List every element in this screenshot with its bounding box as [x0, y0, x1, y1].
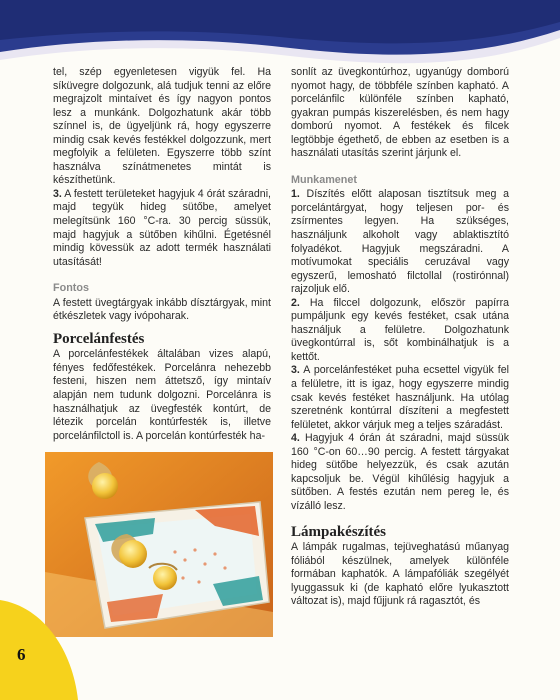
lampakeszites-text: A lámpák rugalmas, tejüveghatású műanyag fóliából készülnek, amelyek különféle formában kaphatók. A lámpafóliák szegélyét lyuggassuk ki (de kapható előre lyukasztott változat is), majd fűjjunk rá ragasztót, és	[291, 541, 509, 608]
left-paragraph-1: tel, szép egyenletesen vigyük fel. Ha síküvegre dolgozunk, alá tudjuk tenni az előre megrajzolt mintaívet és így nagyon pontos lesz a munkánk. Dolgozhatunk akár több színnel is, de ügyeljünk rá, hogy egyszerre mindig csak kevés festékkel dolgozzunk, mert megfolyik a felületen. Egyszerre több színt használva színátmenetes mintát is készíthetünk.	[53, 66, 271, 187]
step-text: Díszítés előtt alaposan tisztítsuk meg a porcelántárgyat, hogy teljesen por- és zsírmentes legyen. Ha szükséges, használjunk alkoholt vagy ablaktisztító folyadékot. Hagyjuk megszáradni. A motívumokat speciális ceruzával vagy egyszerű, lemosható filctollal (rostirónnal) rajzoljuk elő.	[291, 188, 509, 296]
step-item	[291, 364, 509, 432]
porcelanfestes-heading: Porcelánfestés	[53, 330, 145, 347]
fontos-text: A festett üvegtárgyak inkább dísztárgyak, mint étkészletek vagy ivópoharak.	[53, 296, 271, 323]
step-text: A porcelánfestéket puha ecsettel vigyük fel a felületre, itt is igaz, hogy egyszerre mindig csak kevés festéket használjunk. Ha utólag szeretnénk kontúrral díszíteni a megfestett felületet, akkor várjuk meg a teljes száradást.	[291, 364, 509, 431]
step-item	[291, 297, 509, 365]
step-item	[291, 188, 509, 296]
step-number: 1.	[291, 188, 300, 201]
left-step-3	[53, 188, 271, 269]
page-corner-decoration	[0, 600, 80, 700]
step-number: 3.	[291, 364, 300, 377]
step-item	[291, 432, 509, 513]
step-text: Ha filccel dolgozunk, először papírra pumpáljunk egy kevés festéket, csak utána használjuk a felületre. Dolgozhatunk üvegkontúrral is, sőt kombinálhatjuk is a kettőt.	[291, 296, 509, 363]
porcelanfestes-text: A porcelánfestékek általában vizes alapú, fényes fedőfestékek. Porcelánra nehezebb festeni, hiszen nem áttetsző, így mintaív alapján nem tudunk dolgozni. Porcelánra is használhatjuk az üvegfesték kontúrt, de létezik porcelán kontúrfesték is, illetve porcelánfilctoll is. A porcelán kontúrfesték ha-	[53, 348, 271, 442]
fontos-heading: Fontos	[53, 282, 89, 295]
page-number: 6	[17, 645, 26, 664]
lampakeszites-heading: Lámpakészítés	[291, 523, 386, 540]
munkamenet-heading: Munkamenet	[291, 173, 357, 186]
step-number: 2.	[291, 296, 300, 309]
step-number: 4.	[291, 432, 300, 445]
step-text: A festett területeket hagyjuk 4 órát száradni, majd tegyük hideg sütőbe, amelyet melegítsünk 160 °C-ra. 30 percig süssük, majd hagyjuk a sütőben kihűlni. Égetésnél mindig kövessük az adott termék használati utasítását!	[53, 187, 271, 268]
step-text: Hagyjuk 4 órán át száradni, majd süssük 160 °C-on 60…90 percig. A festett tárgyakat hideg sütőbe helyezzük, és csak azután kapcsoljuk be. Végül kihűlésig hagyjuk a sütőben. A festés ezután nem pereg le, és vízálló lesz.	[291, 432, 509, 512]
right-column	[291, 66, 509, 609]
right-paragraph-1: sonlít az üvegkontúrhoz, ugyanúgy domború nyomot hagy, de többféle színben kapható. A porcelánfilc különféle színben kapható, gyakran pumpás kiszerelésben, és nem hagy domború nyomot. A festékek és filcek legtöbbje égethető, de ebben az esetben is a használati utasítás szerint járjunk el.	[291, 66, 509, 160]
step-number: 3.	[53, 187, 62, 200]
left-column	[53, 66, 271, 443]
